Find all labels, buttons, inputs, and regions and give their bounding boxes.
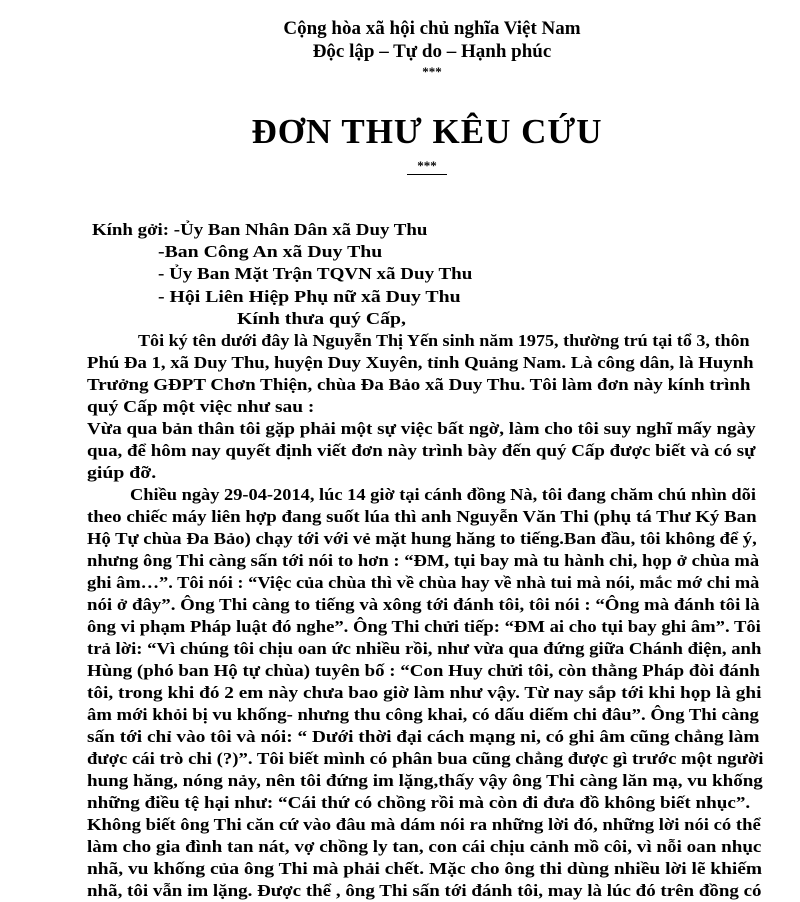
motto-heading: Độc lập – Tự do – Hạnh phúc: [312, 41, 552, 62]
body-line: theo chiếc máy liên hợp đang suốt lúa thì anh Nguyễn Văn Thi (phụ tá Thư Ký Ban: [87, 507, 757, 526]
body-line: những điều tệ hại như: “Cái thứ có chồng rồi mà còn đi đưa đồ không biết nhục”.: [87, 793, 751, 812]
body-line: -Ban Công An xã Duy Thu: [158, 242, 383, 261]
body-line: trả lời: “Vì chúng tôi chịu oan ức nhiều rồi, như vừa qua đứng giữa Chánh điện, anh: [87, 639, 762, 658]
body-line: sấn tới chỉ vào tôi và nói: “ Dưới thời đại cách mạng ni, có ghi âm cũng chẳng làm: [87, 727, 760, 746]
header-stars: ***: [422, 64, 442, 79]
body-line: qua, để hôm nay quyết định viết đơn này trình bày đến quý Cấp được biết và có sự: [87, 441, 756, 460]
title-stars-divider: [0, 158, 800, 174]
body-line: tôi, trong khi đó 2 em này chưa bao giờ làm như vậy. Từ nay sắp tới khi họp là ghi: [87, 683, 762, 702]
body-line: âm mới khỏi bị vu khống- nhưng thu công khai, có dấu diếm chi đâu”. Ông Thi càng: [87, 705, 759, 724]
body-line: quý Cấp một việc như sau :: [87, 397, 315, 416]
body-line: làm cho gia đình tan nát, vợ chồng ly tan, con cái chịu cảnh mồ côi, vì nỗi oan nhục: [87, 837, 762, 856]
body-line: Không biết ông Thi căn cứ vào đâu mà dám nói ra những lời đó, những lời nói có thể: [87, 815, 761, 834]
body-line: Chiều ngày 29-04-2014, lúc 14 giờ tại cánh đồng Nà, tôi đang chăm chú nhìn dõi: [130, 485, 756, 504]
body-line: nhã, vu khống của ông Thi mà phải chết. Mặc cho ông thi dùng nhiều lời lẽ khiếm: [87, 859, 763, 878]
country-heading: Cộng hòa xã hội chủ nghĩa Việt Nam: [283, 18, 581, 39]
body-line: nhưng ông Thi càng sấn tới nói to hơn : “ĐM, tụi bay mà tu hành chi, họp ở chùa mà: [87, 551, 760, 570]
body-line: Hùng (phó ban Hộ tự chùa) tuyên bố : “Con Huy chửi tôi, còn thằng Pháp đòi đánh: [87, 661, 760, 680]
body-line: Tôi ký tên dưới đây là Nguyễn Thị Yến sinh năm 1975, thường trú tại tổ 3, thôn: [138, 331, 750, 350]
body-line: Phú Đa 1, xã Duy Thu, huyện Duy Xuyên, tỉnh Quảng Nam. Là công dân, là Huynh: [87, 353, 754, 372]
body-line: Trưởng GĐPT Chơn Thiện, chùa Đa Bảo xã Duy Thu. Tôi làm đơn này kính trình: [87, 375, 751, 394]
body-line: - Ủy Ban Mặt Trận TQVN xã Duy Thu: [158, 264, 473, 283]
body-line: giúp đỡ.: [87, 463, 157, 482]
body-line: nhã, tôi vẫn im lặng. Được thể , ông Thi sấn tới đánh tôi, may là lúc đó trên đồng có: [87, 881, 762, 900]
body-line: được cái trò chi (?)”. Tôi biết mình có phân bua cũng chẳng được gì trước một người: [87, 749, 764, 768]
body-line: Kính gởi: -Ủy Ban Nhân Dân xã Duy Thu: [92, 220, 428, 239]
body-line: Hộ Tự chùa Đa Bảo) chạy tới với vẻ mặt hung hăng to tiếng.Ban đầu, tôi không để ý,: [87, 529, 757, 548]
document-title: ĐƠN THƯ KÊU CỨU: [251, 112, 603, 151]
body-line: ghi âm…”. Tôi nói : “Việc của chùa thì về chùa hay về nhà tui mà nói, mắc mớ chi mà: [87, 573, 760, 592]
body-line: nói ở đây”. Ông Thi càng to tiếng và xông tới đánh tôi, tôi nói : “Ông mà đánh tôi là: [87, 595, 760, 614]
body-line: - Hội Liên Hiệp Phụ nữ xã Duy Thu: [158, 287, 461, 306]
body-line: Kính thưa quý Cấp,: [237, 309, 406, 328]
title-stars: ***: [407, 158, 447, 175]
body-line: hung hăng, nóng nảy, nên tôi đứng im lặng,thấy vậy ông Thi càng lăn mạ, vu khống: [87, 771, 763, 790]
body-line: ông vi phạm Pháp luật đó nghe”. Ông Thi chửi tiếp: “ĐM ai cho tụi bay ghi âm”. Tôi: [87, 617, 761, 636]
body-line: Vừa qua bản thân tôi gặp phải một sự việc bất ngờ, làm cho tôi suy nghĩ mấy ngày: [87, 419, 756, 438]
